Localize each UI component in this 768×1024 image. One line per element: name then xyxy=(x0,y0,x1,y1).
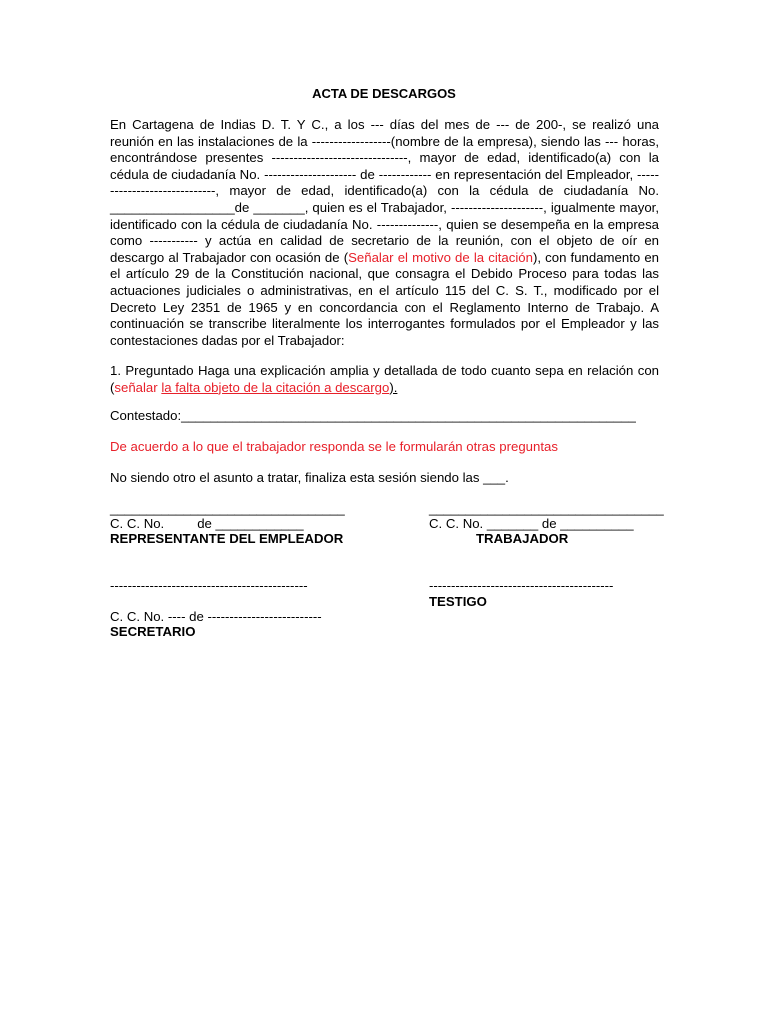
employer-signature-line: ________________________________ xyxy=(110,501,345,516)
worker-cc: C. C. No. _______ de __________ xyxy=(429,516,634,531)
employer-role: REPRESENTANTE DEL EMPLEADOR xyxy=(110,531,344,546)
citation-reason-placeholder: Señalar el motivo de la citación xyxy=(348,249,533,265)
closing-text: No siendo otro el asunto a tratar, finaliza esta sesión siendo las ___. xyxy=(110,470,509,485)
intro-paragraph xyxy=(110,117,659,349)
secretary-cc: C. C. No. ---- de -------------------------- xyxy=(110,609,322,624)
secretary-role: SECRETARIO xyxy=(110,624,196,639)
red-note: De acuerdo a lo que el trabajador responda se le formularán otras preguntas xyxy=(110,439,558,454)
question-red-placeholder-2: la falta objeto de la citación a descargo xyxy=(161,379,390,395)
answer-line: Contestado:______________________________________________________________ xyxy=(110,408,636,423)
worker-role: TRABAJADOR xyxy=(476,531,569,546)
document-title: ACTA DE DESCARGOS xyxy=(312,86,456,101)
intro-text-part1: En Cartagena de Indias D. T. Y C., a los --- días del mes de --- de 200-, se realizó una reunión en las instalaciones de la ------------------(nombre de la empresa), siendo las --- horas, encontrándose presentes -------------------------------, mayor de edad, identificado(a) con la cédula de ciudadanía No. --------------------- de ------------ en representación del Empleador, -----------------------------, mayor de edad, identificado(a) con la cédula de ciudadanía No. _________________de _______, quien es el Trabajador, ---------------------, igualmente mayor, identificado con la cédula de ciudadanía No. --------------, quien se desempeña en la empresa como ----------- y actúa en calidad de secretario de la reunión, con el objeto de oír en descargo al Trabajador con ocasión de ( xyxy=(110,117,659,265)
question-text-part2: ). xyxy=(389,379,398,395)
witness-role: TESTIGO xyxy=(429,594,487,609)
question-red-placeholder-1: señalar xyxy=(114,379,162,395)
question-text-part1: 1. Preguntado Haga una explicación amplia y detallada de todo cuanto sepa en relación con ( xyxy=(110,363,659,395)
employer-cc: C. C. No. de ____________ xyxy=(110,516,304,531)
witness-signature-line: ------------------------------------------ xyxy=(429,578,614,593)
secretary-signature-line: --------------------------------------------- xyxy=(110,578,308,593)
intro-text-part2: ), con fundamento en el artículo 29 de la Constitución nacional, que consagra el Debido Proceso para todas las actuaciones judiciales o administrativas, en el artículo 115 del C. S. T., modificado por el Decreto Ley 2351 de 1965 y en concordancia con el Reglamento Interno de Trabajo. A continuación se transcribe literalmente los interrogantes formulados por el Empleador y las contestaciones dadas por el Trabajador: xyxy=(110,249,659,348)
worker-signature-line: ________________________________ xyxy=(429,501,664,516)
question-paragraph xyxy=(110,363,659,396)
